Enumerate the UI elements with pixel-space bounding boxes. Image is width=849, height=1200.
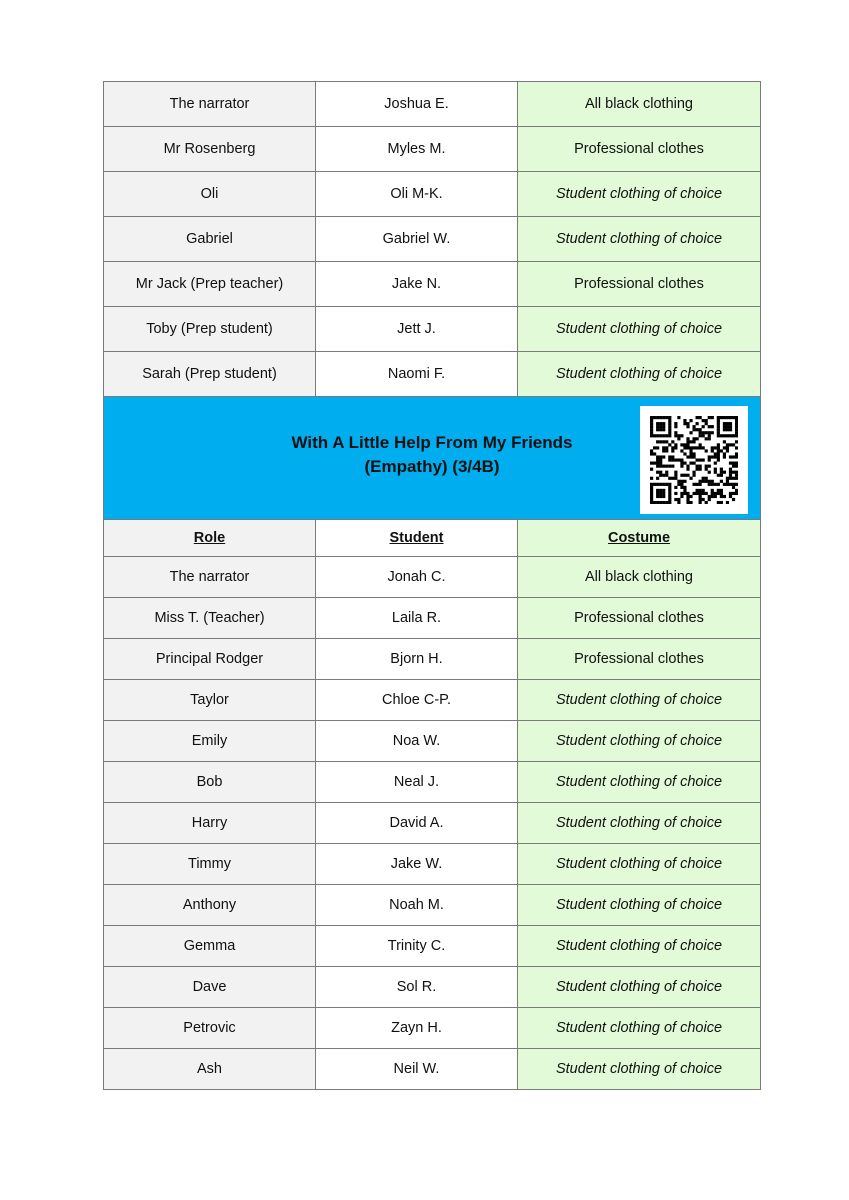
qr-code-icon [640, 406, 748, 514]
cast-table [103, 81, 761, 1090]
student-cell: Neal J. [316, 762, 518, 803]
student-cell: Bjorn H. [316, 639, 518, 680]
role-cell: Gemma [104, 926, 316, 967]
table-row [104, 721, 761, 762]
role-cell: Taylor [104, 680, 316, 721]
role-cell: Gabriel [104, 217, 316, 262]
costume-cell: Student clothing of choice [518, 721, 761, 762]
role-cell: Bob [104, 762, 316, 803]
student-cell: Chloe C-P. [316, 680, 518, 721]
costume-cell: Student clothing of choice [518, 307, 761, 352]
costume-cell: All black clothing [518, 82, 761, 127]
section-title-line-1: With A Little Help From My Friends [291, 433, 573, 452]
role-cell: Petrovic [104, 1008, 316, 1049]
role-cell: Emily [104, 721, 316, 762]
role-cell: Timmy [104, 844, 316, 885]
table-row [104, 557, 761, 598]
table-row [104, 762, 761, 803]
costume-cell: Professional clothes [518, 598, 761, 639]
header-costume: Costume [518, 520, 761, 557]
student-cell: Oli M-K. [316, 172, 518, 217]
costume-cell: Professional clothes [518, 262, 761, 307]
role-cell: Mr Jack (Prep teacher) [104, 262, 316, 307]
student-cell: Myles M. [316, 127, 518, 172]
table-row [104, 82, 761, 127]
table-row [104, 885, 761, 926]
table-row [104, 639, 761, 680]
costume-cell: Professional clothes [518, 127, 761, 172]
costume-cell: Student clothing of choice [518, 352, 761, 397]
student-cell: Neil W. [316, 1049, 518, 1090]
costume-cell: Student clothing of choice [518, 762, 761, 803]
table-row [104, 926, 761, 967]
role-cell: Mr Rosenberg [104, 127, 316, 172]
student-cell: David A. [316, 803, 518, 844]
table-row [104, 844, 761, 885]
table-row [104, 1008, 761, 1049]
student-cell: Gabriel W. [316, 217, 518, 262]
costume-cell: Student clothing of choice [518, 803, 761, 844]
table-row [104, 803, 761, 844]
costume-cell: Student clothing of choice [518, 885, 761, 926]
section-banner-row [104, 397, 761, 520]
student-cell: Trinity C. [316, 926, 518, 967]
student-cell: Laila R. [316, 598, 518, 639]
header-role: Role [104, 520, 316, 557]
costume-cell: Student clothing of choice [518, 680, 761, 721]
student-cell: Jake N. [316, 262, 518, 307]
role-cell: Principal Rodger [104, 639, 316, 680]
table-row [104, 307, 761, 352]
student-cell: Jett J. [316, 307, 518, 352]
role-cell: The narrator [104, 557, 316, 598]
table-row [104, 217, 761, 262]
costume-cell: Student clothing of choice [518, 217, 761, 262]
costume-cell: Student clothing of choice [518, 1049, 761, 1090]
costume-cell: Professional clothes [518, 639, 761, 680]
role-cell: Anthony [104, 885, 316, 926]
cast-table-part-2 [104, 557, 761, 1090]
table-row [104, 967, 761, 1008]
header-student: Student [316, 520, 518, 557]
costume-cell: All black clothing [518, 557, 761, 598]
role-cell: Miss T. (Teacher) [104, 598, 316, 639]
student-cell: Sol R. [316, 967, 518, 1008]
student-cell: Zayn H. [316, 1008, 518, 1049]
role-cell: Toby (Prep student) [104, 307, 316, 352]
table-row [104, 1049, 761, 1090]
student-cell: Noah M. [316, 885, 518, 926]
student-cell: Noa W. [316, 721, 518, 762]
costume-cell: Student clothing of choice [518, 926, 761, 967]
student-cell: Jake W. [316, 844, 518, 885]
student-cell: Jonah C. [316, 557, 518, 598]
role-cell: Harry [104, 803, 316, 844]
role-cell: Sarah (Prep student) [104, 352, 316, 397]
section-banner-group [104, 397, 761, 557]
table-row [104, 680, 761, 721]
student-cell: Naomi F. [316, 352, 518, 397]
table-row [104, 172, 761, 217]
costume-cell: Student clothing of choice [518, 967, 761, 1008]
table-row [104, 352, 761, 397]
section-title-line-2: (Empathy) (3/4B) [364, 457, 500, 476]
cast-sheet [103, 81, 760, 1090]
cast-table-part-1 [104, 82, 761, 397]
student-cell: Joshua E. [316, 82, 518, 127]
role-cell: Oli [104, 172, 316, 217]
table-row [104, 127, 761, 172]
costume-cell: Student clothing of choice [518, 844, 761, 885]
role-cell: Dave [104, 967, 316, 1008]
table-row [104, 262, 761, 307]
table-row [104, 598, 761, 639]
role-cell: The narrator [104, 82, 316, 127]
costume-cell: Student clothing of choice [518, 1008, 761, 1049]
section-banner [104, 397, 761, 520]
role-cell: Ash [104, 1049, 316, 1090]
table-header-row [104, 520, 761, 557]
costume-cell: Student clothing of choice [518, 172, 761, 217]
